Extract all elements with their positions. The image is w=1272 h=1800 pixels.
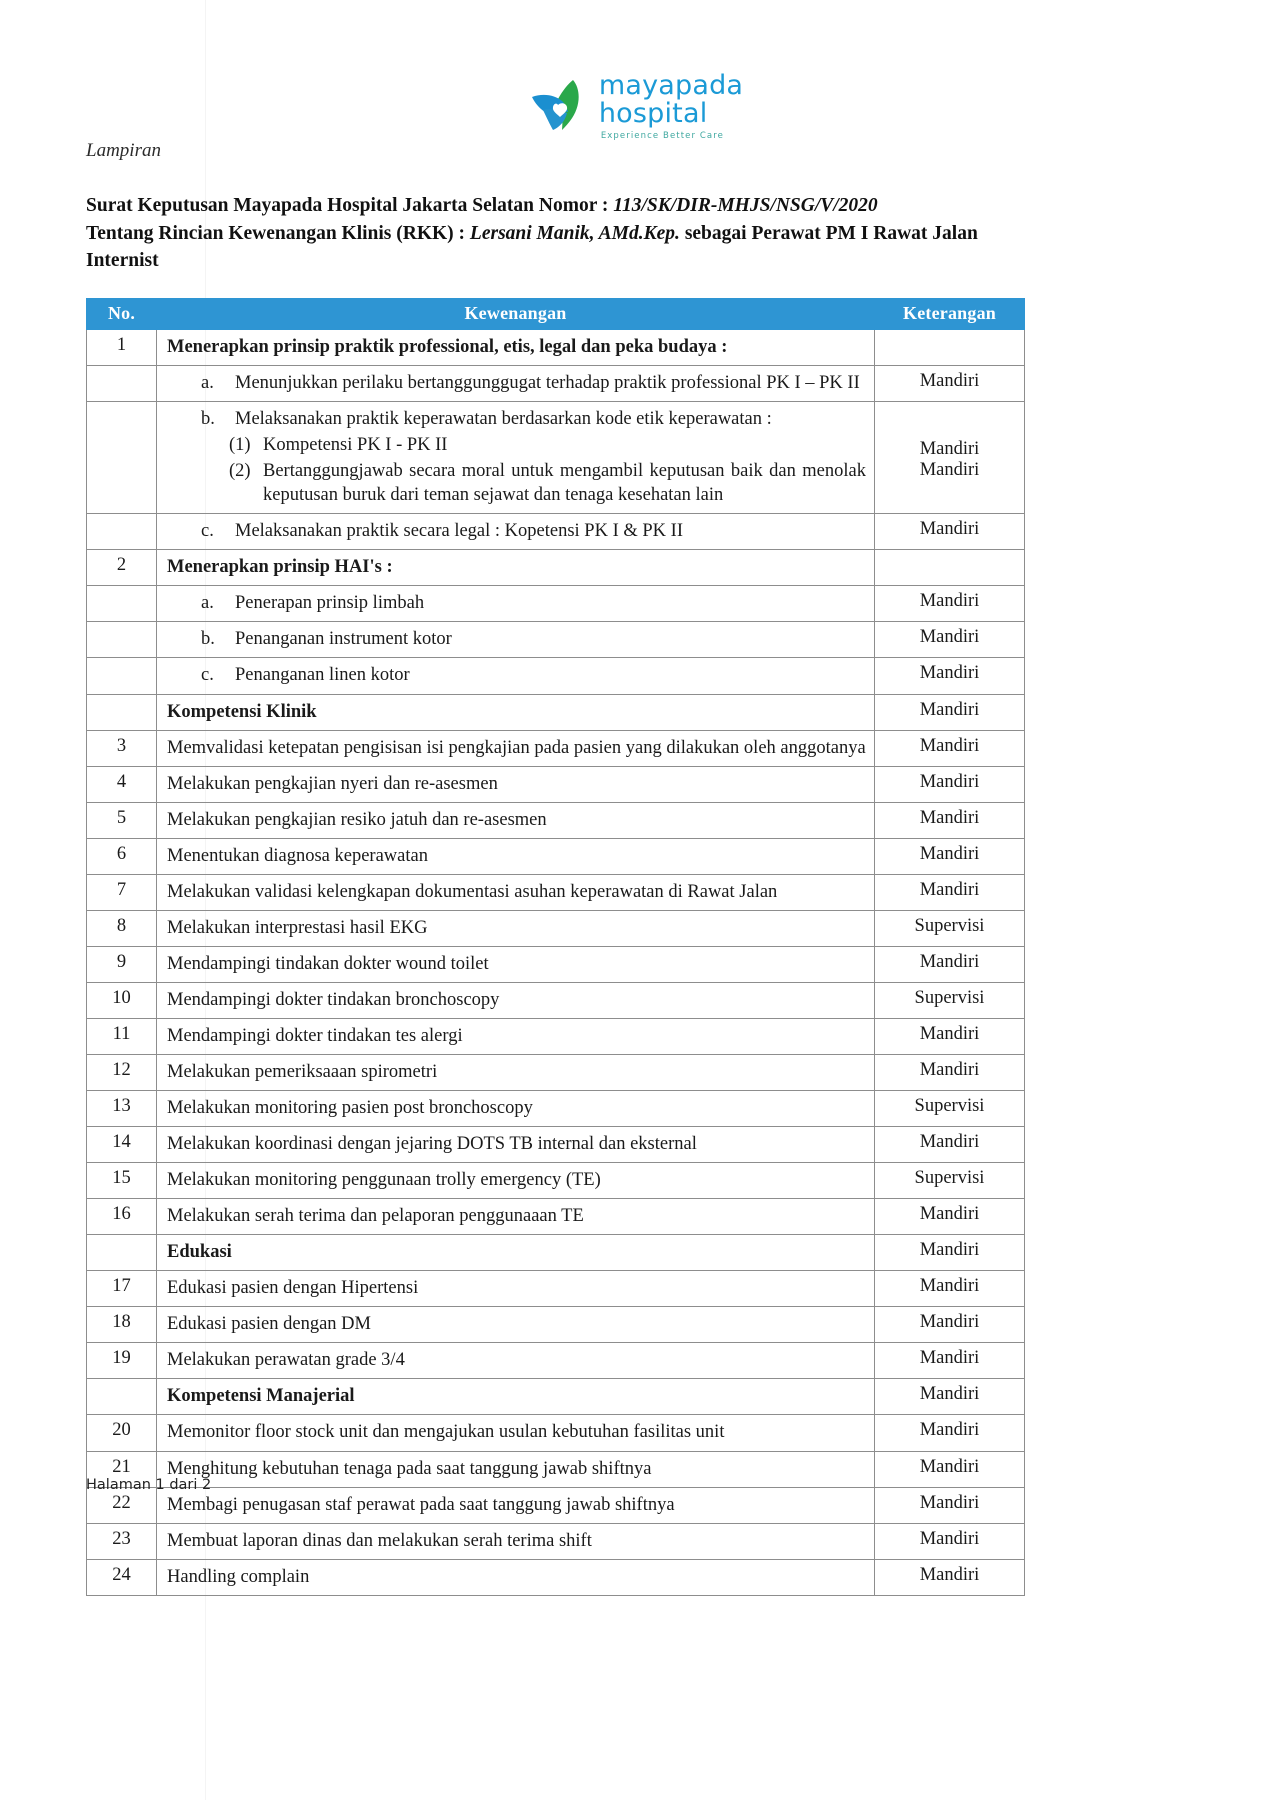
table-row [87, 874, 1025, 910]
sub-item-marker: b. [201, 629, 215, 650]
cell-kewenangan [157, 514, 875, 550]
cell-keterangan: Mandiri [875, 514, 1025, 550]
cell-kewenangan: Membagi penugasan staf perawat pada saat tanggung jawab shiftnya [157, 1487, 875, 1523]
title-line-2 [86, 220, 1046, 248]
table-row [87, 1487, 1025, 1523]
cell-keterangan: Mandiri [875, 802, 1025, 838]
sub-item-marker: a. [201, 373, 214, 394]
table-row [87, 1451, 1025, 1487]
cell-no: 1 [87, 330, 157, 366]
table-row [87, 1127, 1025, 1163]
sub-item [167, 591, 866, 615]
rkk-table [86, 298, 1025, 1596]
decree-number: 113/SK/DIR-MHJS/NSG/V/2020 [613, 195, 878, 216]
cell-keterangan: Mandiri [875, 1127, 1025, 1163]
cell-keterangan: Mandiri [875, 766, 1025, 802]
cell-no: 10 [87, 982, 157, 1018]
table-row [87, 1307, 1025, 1343]
table-row [87, 910, 1025, 946]
table-header [87, 299, 1025, 330]
table-row [87, 1415, 1025, 1451]
table-row [87, 1091, 1025, 1127]
cell-kewenangan [157, 402, 875, 514]
table-row [87, 1163, 1025, 1199]
cell-keterangan: Mandiri [875, 1199, 1025, 1235]
cell-kewenangan: Handling complain [157, 1559, 875, 1595]
cell-no [87, 658, 157, 694]
cell-keterangan: Supervisi [875, 982, 1025, 1018]
cell-keterangan: Mandiri [875, 1235, 1025, 1271]
sub-item [167, 519, 866, 543]
cell-no: 24 [87, 1559, 157, 1595]
sub-item [167, 407, 866, 431]
cell-no: 9 [87, 946, 157, 982]
cell-no: 15 [87, 1163, 157, 1199]
table-row [87, 402, 1025, 514]
cell-no [87, 694, 157, 730]
cell-keterangan: Mandiri [875, 1559, 1025, 1595]
sub-item-text: Menunjukkan perilaku bertanggunggugat terhadap praktik professional PK I – PK II [235, 373, 860, 394]
cell-keterangan: Mandiri [875, 1451, 1025, 1487]
cell-no [87, 1379, 157, 1415]
sub-item-nested-text: Bertanggungjawab secara moral untuk mengambil keputusan baik dan menolak keputusan buruk dari teman sejawat dan tenaga kesehatan lain [263, 461, 866, 506]
cell-kewenangan [157, 366, 875, 402]
cell-kewenangan [157, 622, 875, 658]
column-header-kewenangan: Kewenangan [157, 299, 875, 330]
title-line-1-prefix: Surat Keputusan Mayapada Hospital Jakarta Selatan Nomor : [86, 195, 614, 216]
cell-keterangan [875, 402, 1025, 514]
sub-item [167, 663, 866, 687]
cell-kewenangan: Menghitung kebutuhan tenaga pada saat tanggung jawab shiftnya [157, 1451, 875, 1487]
cell-no: 6 [87, 838, 157, 874]
cell-no: 21 [87, 1451, 157, 1487]
cell-no [87, 622, 157, 658]
cell-no: 16 [87, 1199, 157, 1235]
sub-item-nested-marker: (2) [229, 461, 251, 482]
cell-kewenangan: Edukasi pasien dengan DM [157, 1307, 875, 1343]
cell-kewenangan: Melakukan interprestasi hasil EKG [157, 910, 875, 946]
cell-keterangan: Mandiri [875, 366, 1025, 402]
cell-kewenangan: Memonitor floor stock unit dan mengajukan usulan kebutuhan fasilitas unit [157, 1415, 875, 1451]
sub-item-marker: b. [201, 409, 215, 430]
cell-keterangan: Supervisi [875, 1091, 1025, 1127]
title-line-2-prefix: Tentang Rincian Kewenangan Klinis (RKK) : [86, 222, 470, 244]
table-row [87, 1271, 1025, 1307]
cell-no [87, 514, 157, 550]
sub-item-text: Penanganan linen kotor [235, 665, 410, 686]
table-row [87, 1559, 1025, 1595]
cell-kewenangan: Menerapkan prinsip praktik professional, etis, legal dan peka budaya : [157, 330, 875, 366]
cell-keterangan [875, 550, 1025, 586]
keterangan-value: Mandiri [919, 460, 980, 481]
logo-tagline: Experience Better Care [600, 131, 724, 141]
logo-wordmark-line1: mayapada [598, 70, 744, 101]
table-row [87, 946, 1025, 982]
nurse-name: Lersani Manik, AMd.Kep. [469, 222, 680, 244]
cell-kewenangan: Menerapkan prinsip HAI's : [157, 550, 875, 586]
table-row [87, 730, 1025, 766]
cell-keterangan [875, 330, 1025, 366]
title-line-3: Internist [86, 250, 159, 272]
document-title [86, 192, 1046, 275]
cell-kewenangan: Mendampingi dokter tindakan tes alergi [157, 1018, 875, 1054]
table-row [87, 514, 1025, 550]
title-line-1 [86, 192, 1046, 220]
cell-no: 2 [87, 550, 157, 586]
cell-keterangan: Mandiri [875, 874, 1025, 910]
cell-kewenangan: Menentukan diagnosa keperawatan [157, 838, 875, 874]
hospital-logo [0, 72, 1272, 141]
column-header-keterangan: Keterangan [875, 299, 1025, 330]
cell-kewenangan: Melakukan monitoring pasien post bronchoscopy [157, 1091, 875, 1127]
table-row [87, 366, 1025, 402]
cell-kewenangan: Melakukan monitoring penggunaan trolly emergency (TE) [157, 1163, 875, 1199]
sub-item-text: Penanganan instrument kotor [235, 629, 452, 650]
cell-kewenangan: Mendampingi tindakan dokter wound toilet [157, 946, 875, 982]
table-row [87, 1199, 1025, 1235]
table-row [87, 766, 1025, 802]
table-row [87, 802, 1025, 838]
cell-no [87, 402, 157, 514]
cell-kewenangan: Melakukan perawatan grade 3/4 [157, 1343, 875, 1379]
table-row [87, 1018, 1025, 1054]
table-row [87, 1343, 1025, 1379]
sub-item-nested-text: Kompetensi PK I - PK II [263, 435, 448, 456]
cell-kewenangan: Melakukan validasi kelengkapan dokumentasi asuhan keperawatan di Rawat Jalan [157, 874, 875, 910]
table-row [87, 1523, 1025, 1559]
cell-kewenangan: Kompetensi Klinik [157, 694, 875, 730]
cell-keterangan: Mandiri [875, 622, 1025, 658]
cell-no: 22 [87, 1487, 157, 1523]
cell-kewenangan: Melakukan koordinasi dengan jejaring DOTS TB internal dan eksternal [157, 1127, 875, 1163]
table-body [87, 330, 1025, 1596]
sub-item-marker: a. [201, 593, 214, 614]
sub-item [167, 627, 866, 651]
cell-kewenangan: Melakukan pemeriksaaan spirometri [157, 1054, 875, 1090]
attachment-label: Lampiran [86, 140, 161, 161]
cell-kewenangan: Edukasi pasien dengan Hipertensi [157, 1271, 875, 1307]
cell-no: 7 [87, 874, 157, 910]
cell-kewenangan: Melakukan serah terima dan pelaporan penggunaaan TE [157, 1199, 875, 1235]
cell-no: 8 [87, 910, 157, 946]
cell-keterangan: Mandiri [875, 1415, 1025, 1451]
table-row [87, 838, 1025, 874]
cell-kewenangan: Edukasi [157, 1235, 875, 1271]
sub-item-text: Melaksanakan praktik keperawatan berdasarkan kode etik keperawatan : [235, 409, 772, 430]
cell-no [87, 586, 157, 622]
cell-no [87, 1235, 157, 1271]
cell-no: 14 [87, 1127, 157, 1163]
cell-kewenangan: Melakukan pengkajian nyeri dan re-asesmen [157, 766, 875, 802]
cell-no: 19 [87, 1343, 157, 1379]
title-line-2-suffix: sebagai Perawat PM I Rawat Jalan [679, 222, 978, 244]
cell-no: 11 [87, 1018, 157, 1054]
rkk-table-container [86, 298, 1024, 1596]
table-row [87, 330, 1025, 366]
cell-keterangan: Mandiri [875, 838, 1025, 874]
table-row [87, 658, 1025, 694]
cell-no: 23 [87, 1523, 157, 1559]
sub-item [167, 371, 866, 395]
cell-no: 17 [87, 1271, 157, 1307]
sub-item-nested-marker: (1) [229, 435, 251, 456]
table-row [87, 550, 1025, 586]
cell-no: 3 [87, 730, 157, 766]
cell-no: 5 [87, 802, 157, 838]
page-footer: Halaman 1 dari 2 [86, 1477, 212, 1493]
cell-keterangan: Mandiri [875, 694, 1025, 730]
cell-no: 18 [87, 1307, 157, 1343]
cell-keterangan: Supervisi [875, 910, 1025, 946]
cell-keterangan: Mandiri [875, 1054, 1025, 1090]
table-row [87, 1054, 1025, 1090]
cell-keterangan: Mandiri [875, 1307, 1025, 1343]
cell-keterangan: Mandiri [875, 946, 1025, 982]
cell-no [87, 366, 157, 402]
logo-wordmark-line2: hospital [598, 98, 708, 129]
sub-item-marker: c. [201, 665, 214, 686]
sub-item-text: Penerapan prinsip limbah [235, 593, 425, 614]
cell-keterangan: Mandiri [875, 1487, 1025, 1523]
cell-no: 12 [87, 1054, 157, 1090]
cell-keterangan: Supervisi [875, 1163, 1025, 1199]
cell-keterangan: Mandiri [875, 1343, 1025, 1379]
cell-keterangan: Mandiri [875, 1523, 1025, 1559]
table-header-row [87, 299, 1025, 330]
sub-item-nested [167, 459, 866, 507]
cell-keterangan: Mandiri [875, 730, 1025, 766]
cell-kewenangan [157, 658, 875, 694]
table-row [87, 694, 1025, 730]
column-header-no: No. [87, 299, 157, 330]
cell-keterangan: Mandiri [875, 1271, 1025, 1307]
sub-item-marker: c. [201, 521, 214, 542]
cell-no: 13 [87, 1091, 157, 1127]
cell-no: 20 [87, 1415, 157, 1451]
cell-kewenangan: Memvalidasi ketepatan pengisisan isi pengkajian pada pasien yang dilakukan oleh anggotanya [157, 730, 875, 766]
cell-kewenangan: Melakukan pengkajian resiko jatuh dan re-asesmen [157, 802, 875, 838]
keterangan-stack [877, 407, 1022, 481]
cell-keterangan: Mandiri [875, 586, 1025, 622]
cell-kewenangan: Membuat laporan dinas dan melakukan serah terima shift [157, 1523, 875, 1559]
table-row [87, 1379, 1025, 1415]
cell-keterangan: Mandiri [875, 658, 1025, 694]
cell-kewenangan [157, 586, 875, 622]
table-row [87, 982, 1025, 1018]
keterangan-value: Mandiri [919, 439, 980, 460]
table-row [87, 622, 1025, 658]
cell-no: 4 [87, 766, 157, 802]
mayapada-leaf-heart-icon [529, 77, 591, 135]
cell-kewenangan: Kompetensi Manajerial [157, 1379, 875, 1415]
cell-kewenangan: Mendampingi dokter tindakan bronchoscopy [157, 982, 875, 1018]
cell-keterangan: Mandiri [875, 1018, 1025, 1054]
sub-item-nested [167, 433, 866, 457]
cell-keterangan: Mandiri [875, 1379, 1025, 1415]
table-row [87, 586, 1025, 622]
sub-item-text: Melaksanakan praktik secara legal : Kopetensi PK I & PK II [235, 521, 683, 542]
table-row [87, 1235, 1025, 1271]
